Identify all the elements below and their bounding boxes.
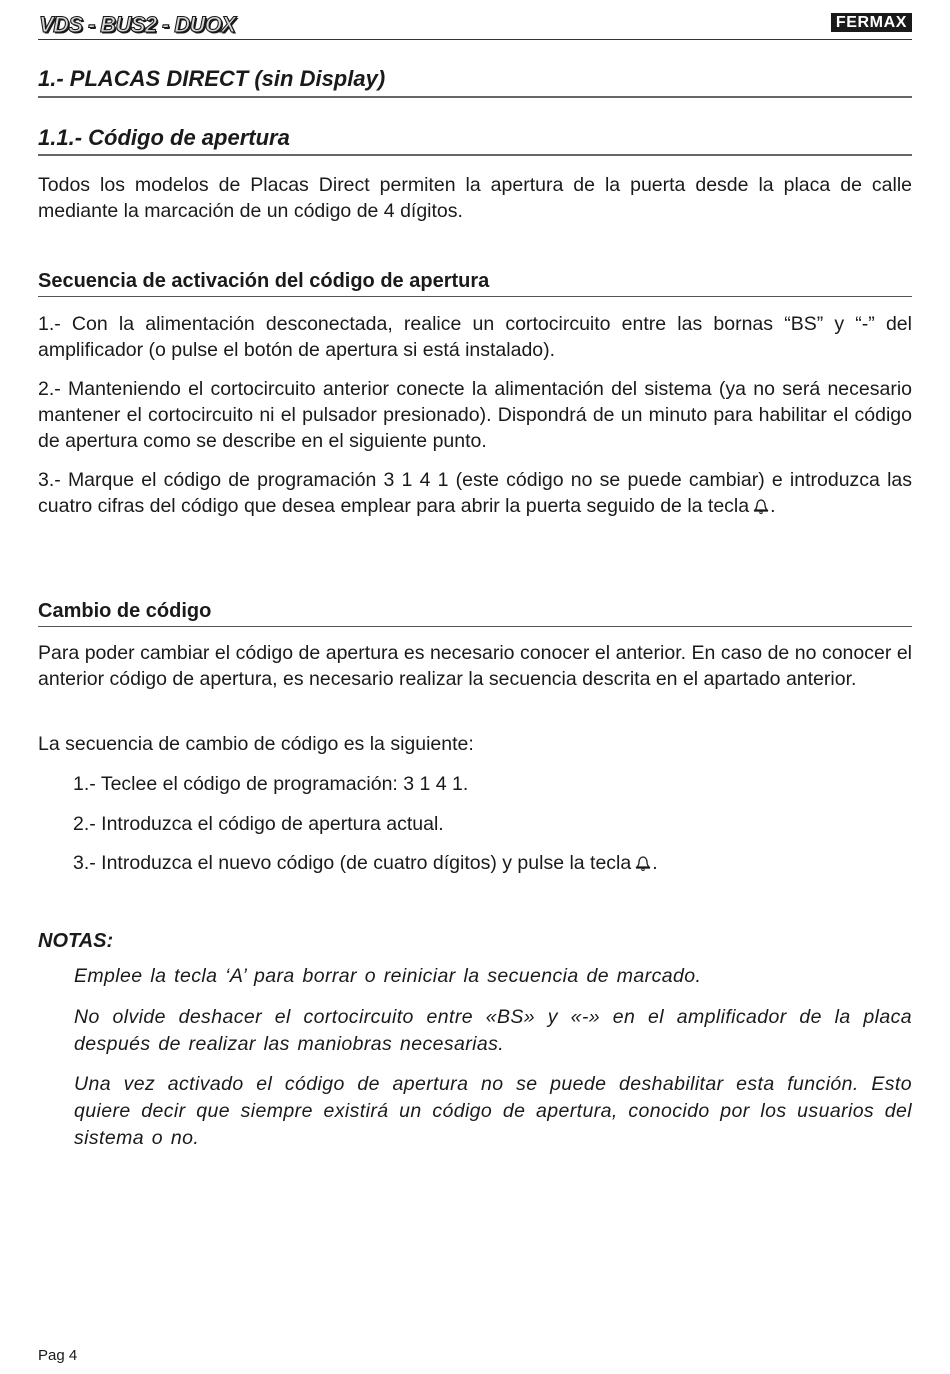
activation-step-1: 1.- Con la alimentación desconectada, realice un cortocircuito entre las bornas “BS” y “-” del amplificador (o pulse el botón de apertura si está instalado). <box>38 313 912 361</box>
activation-heading: Secuencia de activación del código de apertura <box>38 270 912 297</box>
note-1: Emplee la tecla ‘A’ para borrar o reiniciar la secuencia de marcado. <box>74 965 702 987</box>
bell-icon <box>752 495 770 511</box>
change-sequence-intro: La secuencia de cambio de código es la siguiente: <box>38 733 474 755</box>
page-number: Pag 4 <box>38 1347 78 1364</box>
change-step-3: 3.- Introduzca el nuevo código (de cuatro dígitos) y pulse la tecla . <box>73 852 658 874</box>
activation-step-2: 2.- Manteniendo el cortocircuito anterior conecte la alimentación del sistema (ya no será necesario mantener el cortocircuito ni el pulsador presionado). Dispondrá de un minuto para habilitar el código de apertura como se describe en el siguiente punto. <box>38 378 912 452</box>
change-heading: Cambio de código <box>38 600 912 627</box>
change-paragraph: Para poder cambiar el código de apertura es necesario conocer el anterior. En caso de no conocer el anterior código de apertura, es necesario realizar la secuencia descrita en el apartado anterior. <box>38 642 912 690</box>
change-step-3-text: 3.- Introduzca el nuevo código (de cuatro dígitos) y pulse la tecla <box>73 852 632 874</box>
brand-logo: FERMAX <box>831 13 912 32</box>
product-name: VDS - BUS2 - DUOX <box>39 12 236 37</box>
bell-icon <box>634 852 652 868</box>
page-header <box>38 12 912 40</box>
activation-step-3-text: 3.- Marque el código de programación 3 1 4 1 (este código no se puede cambiar) e introduzca las cuatro cifras del código que desea emplear para abrir la puerta seguido de la tecla <box>38 469 912 517</box>
change-step-2: 2.- Introduzca el código de apertura actual. <box>73 813 444 835</box>
change-step-1: 1.- Teclee el código de programación: 3 1 4 1. <box>73 773 469 795</box>
note-3: Una vez activado el código de apertura no se puede deshabilitar esta función. Esto quiere decir que siempre existirá un código de apertura, conocido por los usuarios del sistema o no. <box>74 1073 912 1149</box>
activation-step-3: 3.- Marque el código de programación 3 1 4 1 (este código no se puede cambiar) e introduzca las cuatro cifras del código que desea emplear para abrir la puerta seguido de la tecla . <box>38 469 912 517</box>
subsection-title: 1.1.- Código de apertura <box>38 125 912 156</box>
notes-title: NOTAS: <box>38 930 114 952</box>
intro-paragraph: Todos los modelos de Placas Direct permiten la apertura de la puerta desde la placa de calle mediante la marcación de un código de 4 dígitos. <box>38 174 912 222</box>
note-2: No olvide deshacer el cortocircuito entre «BS» y «-» en el amplificador de la placa después de realizar las maniobras necesarias. <box>74 1006 912 1055</box>
section-title: 1.- PLACAS DIRECT (sin Display) <box>38 66 912 98</box>
